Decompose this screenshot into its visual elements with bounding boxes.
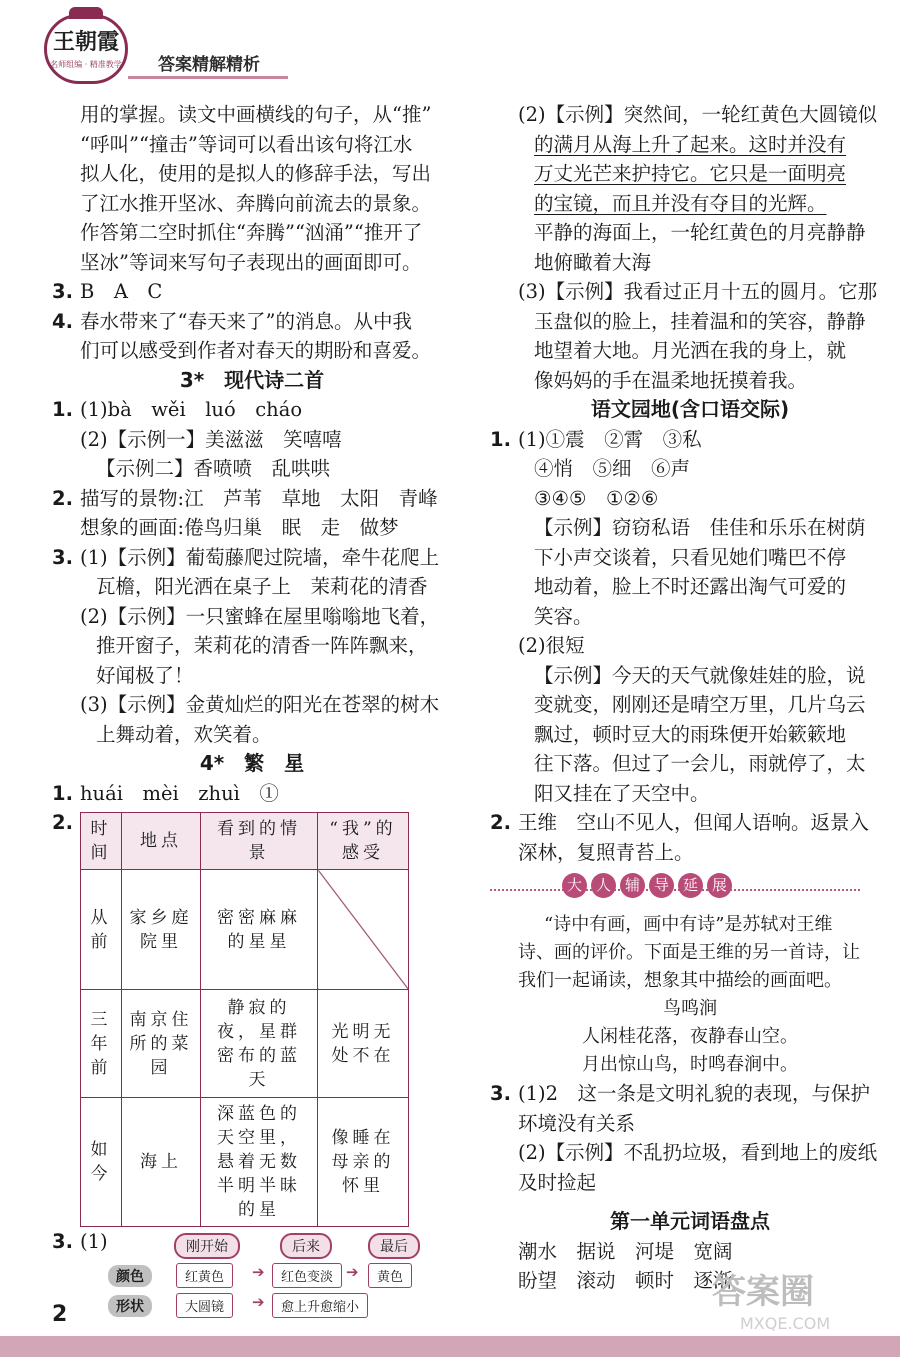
table-header: 时间 [81, 813, 122, 870]
question-number: 1. [52, 781, 73, 805]
arrow-right-icon: ➔ [252, 1263, 265, 1281]
banner-char: 展 [707, 873, 732, 898]
question-number: 2. [52, 811, 73, 834]
table-cell: 海上 [122, 1098, 201, 1227]
flow-box: 大圆镜 [176, 1293, 233, 1318]
text-line: 下小声交谈着，只看见她们嘴巴不停 [534, 545, 847, 569]
logo-text: 王朝霞 [52, 29, 119, 55]
table-cell: 如今 [81, 1098, 122, 1227]
section-title-words: 第一单元词语盘点 [610, 1209, 770, 1233]
text-line: 的宝镜，而且并没有夺目的光辉。 [534, 191, 827, 215]
text-line: 地动着，脸上不时还露出淘气可爱的 [534, 575, 847, 598]
text-line: 变就变，刚刚还是晴空万里，几片乌云 [534, 693, 866, 716]
table-header: 看到的情景 [201, 813, 318, 870]
answer-text: (1)①震 ②霄 ③私 [518, 427, 702, 451]
page-number: 2 [52, 1302, 68, 1327]
text-line: 飘过，顿时豆大的雨珠便开始簌簌地 [534, 722, 847, 746]
table-cell: 像睡在母亲的怀里 [318, 1098, 409, 1227]
text-line: 【示例】今天的天气就像娃娃的脸，说 [534, 663, 866, 687]
text-line: 上舞动着，欢笑着。 [96, 722, 272, 746]
text-line: 平静的海面上，一轮红黄色的月亮静静 [534, 221, 866, 244]
text-line: 拟人化，使用的是拟人的修辞手法，写出 [80, 162, 432, 185]
text-line: 阳又挂在了天空中。 [534, 781, 710, 805]
table-cell: 光明无处不在 [318, 990, 409, 1098]
question-number: 3. [52, 545, 73, 569]
answer-text: 描写的景物:江 芦苇 草地 太阳 青峰 [80, 486, 438, 510]
g-question-1 [490, 425, 890, 455]
text-line: 往下落。但过了一会儿，雨就停了，太 [534, 752, 866, 775]
s4-question-2 [52, 808, 452, 1227]
text-line: “诗中有画，画中有诗”是苏轼对王维 [544, 914, 833, 935]
table-cell: 深蓝色的天空里，悬着无数半明半昧的星 [201, 1098, 318, 1227]
text-line: 用的掌握。读文中画横线的句子，从“推” [80, 103, 432, 126]
answer-text: (2)【示例】突然间，一轮红黄色大圆镜似 [518, 103, 878, 126]
text-line: (2)【示例】不乱扔垃圾，看到地上的废纸 [518, 1141, 878, 1164]
word-list: 潮水 据说 河堤 宽阔 [518, 1239, 733, 1263]
text-line [490, 100, 890, 130]
text-line: 想象的画面:倦鸟归巢 眠 走 做梦 [80, 516, 399, 539]
poem-line: 月出惊山鸟，时鸣春涧中。 [582, 1054, 798, 1075]
g-question-2 [490, 808, 890, 838]
table-row [81, 990, 409, 1098]
text-line: “呼叫”“撞击”等词可以看出该句将江水 [80, 132, 413, 156]
table-header-row [81, 813, 409, 870]
text-line: 玉盘似的脸上，挂着温和的笑容，静静 [534, 309, 866, 333]
footer-band [0, 1336, 900, 1357]
g-question-3 [490, 1079, 890, 1109]
table-cell: 静寂的夜，星群密布的蓝天 [201, 990, 318, 1098]
header-title: 答案精解精析 [158, 55, 260, 75]
answer-text: (1)bà wěi luó cháo [80, 398, 303, 421]
logo-subtext: 名师组编 · 精准教学 [50, 60, 122, 69]
question-number: 3. [490, 1082, 511, 1105]
flow-box: 愈上升愈缩小 [272, 1293, 368, 1318]
text-line: 坚冰”等词来写句子表现出的画面即可。 [80, 250, 422, 274]
text-line: 像妈妈的手在温柔地抚摸着我。 [534, 368, 808, 392]
text-line: (3)【示例】我看过正月十五的圆月。它那 [518, 280, 878, 303]
table-cell: 三年前 [81, 990, 122, 1098]
s3-question-1 [52, 395, 452, 425]
text-line: 们可以感受到作者对春天的期盼和喜爱。 [80, 339, 432, 362]
arrow-right-icon: ➔ [252, 1293, 265, 1311]
text-line: (2)【示例一】美滋滋 笑嘻嘻 [80, 427, 342, 451]
text-line: 作答第二空时抓住“奔腾”“汹涌”“推开了 [80, 221, 423, 244]
question-number: 2. [52, 486, 73, 510]
text-line: 地望着大地。月光洒在我的身上，就 [534, 339, 847, 362]
answer-text: huái mèi zhuì ① [80, 781, 279, 805]
text-line: ④悄 ⑤细 ⑥声 [534, 457, 691, 480]
question-number: 2. [490, 811, 511, 834]
banner-char: 延 [678, 873, 703, 898]
text-line: 的满月从海上升了起来。这时并没有 [534, 132, 847, 156]
table-cell-blank [318, 870, 409, 990]
arrow-right-icon: ➔ [346, 1263, 359, 1281]
banner-char: 大 [562, 873, 587, 898]
text-line: 万丈光芒来护持它。它只是一面明亮 [534, 162, 847, 185]
banner-char: 人 [591, 873, 616, 898]
banner-char: 导 [649, 873, 674, 898]
header-rule [128, 76, 288, 79]
phase-pill: 后来 [280, 1233, 332, 1259]
flow-box: 红色变淡 [272, 1263, 342, 1288]
banner-title [562, 873, 736, 898]
text-line: 及时捡起 [518, 1170, 597, 1194]
crown-icon [69, 7, 103, 19]
question-number: 3. [52, 280, 73, 303]
question-number: 1. [490, 427, 511, 451]
word-list: 盼望 滚动 顿时 逐渐 [518, 1269, 733, 1292]
phase-pill: 最后 [368, 1233, 420, 1259]
flow-box: 红黄色 [176, 1263, 233, 1288]
question-number: 4. [52, 309, 73, 333]
s3-question-2 [52, 484, 452, 514]
text-line: 【示例】窃窃私语 佳佳和乐乐在树荫 [534, 516, 866, 539]
row-tag: 形状 [108, 1295, 152, 1317]
table-cell: 从前 [81, 870, 122, 990]
table-header: 地点 [122, 813, 201, 870]
poem-line: 人闲桂花落，夜静春山空。 [582, 1026, 798, 1047]
section-title-garden: 语文园地(含口语交际) [590, 397, 790, 421]
question-3 [52, 277, 452, 307]
section-title-3: 3* 现代诗二首 [179, 367, 325, 392]
table-row [81, 1098, 409, 1227]
watermark-url: MXQE.COM [740, 1314, 831, 1333]
poem-title: 鸟鸣涧 [663, 998, 717, 1019]
row-tag: 颜色 [108, 1265, 152, 1287]
text-line: 了江水推开坚冰、奔腾向前流去的景象。 [80, 191, 432, 215]
answer-text: B A C [80, 280, 163, 303]
extension-banner [490, 873, 890, 907]
brand-logo [44, 14, 128, 84]
table-cell: 家乡庭院里 [122, 870, 201, 990]
text-line: 【示例二】香喷喷 乱哄哄 [96, 457, 331, 480]
table-header: “我”的感受 [318, 813, 409, 870]
s4-question-1 [52, 779, 452, 809]
answer-text: 春水带来了“春天来了”的消息。从中我 [80, 309, 412, 333]
left-column [52, 100, 452, 1323]
right-column [490, 100, 890, 1296]
answer-continued [52, 100, 452, 277]
sub-label: (1) [80, 1230, 108, 1253]
phase-pill: 刚开始 [174, 1233, 240, 1259]
page-header [0, 0, 900, 90]
table-cell: 密密麻麻的星星 [201, 870, 318, 990]
s3-question-3 [52, 543, 452, 573]
text-line: (2)很短 [518, 634, 585, 657]
banner-char: 辅 [620, 873, 645, 898]
answer-table [80, 812, 409, 1227]
flow-box: 黄色 [368, 1263, 412, 1288]
s4-question-3-flow [52, 1230, 452, 1323]
text-line: 笑容。 [534, 604, 593, 628]
answer-text: (1)2 这一条是文明礼貌的表现，与保护 [518, 1082, 871, 1105]
text-line: 诗、画的评价。下面是王维的另一首诗，让 [518, 942, 860, 963]
text-line: (3)【示例】金黄灿烂的阳光在苍翠的树木 [80, 693, 440, 716]
question-4 [52, 307, 452, 337]
answer-text: 王维 空山不见人，但闻人语响。返景入 [518, 811, 870, 834]
text-line: ③④⑤ ①②⑥ [534, 486, 659, 510]
question-number: 1. [52, 398, 73, 421]
question-number: 3. [52, 1230, 73, 1253]
table-cell: 南京住所的菜园 [122, 990, 201, 1098]
text-line: 地俯瞰着大海 [534, 250, 652, 274]
text-line: (2)【示例】一只蜜蜂在屋里嗡嗡地飞着， [80, 604, 440, 628]
text-line: 推开窗子，茉莉花的清香一阵阵飘来， [96, 634, 428, 657]
text-line: 好闻极了！ [96, 663, 194, 687]
text-line: 瓦檐，阳光洒在桌子上 茉莉花的清香 [96, 575, 428, 598]
watermark-logo: 答案圈 [712, 1272, 814, 1312]
text-line: 环境没有关系 [518, 1111, 636, 1135]
answer-text: (1)【示例】葡萄藤爬过院墙，牵牛花爬上 [80, 545, 440, 569]
text-line: 深林，复照青苔上。 [518, 840, 694, 864]
text-line: 我们一起诵读，想象其中描绘的画面吧。 [518, 970, 842, 991]
section-title-4: 4* 繁 星 [199, 751, 305, 775]
table-row [81, 870, 409, 990]
